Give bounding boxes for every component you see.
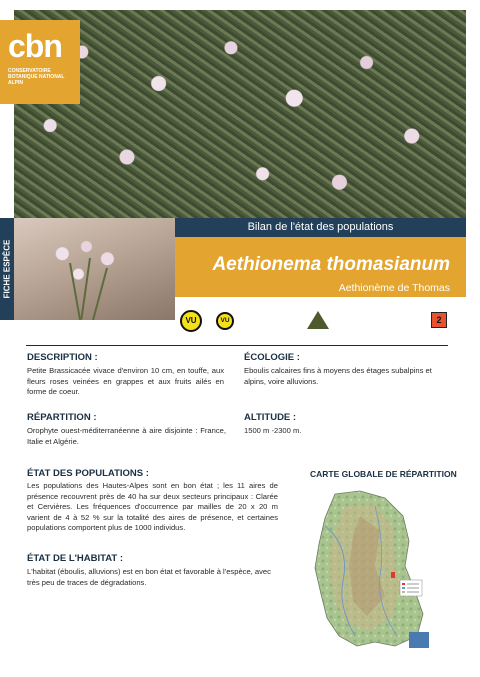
stem: [92, 268, 108, 320]
side-label: [0, 218, 14, 320]
cbn-logo: [0, 20, 80, 104]
divider: [26, 345, 448, 346]
stem: [80, 258, 91, 320]
stem: [69, 263, 81, 320]
triangle-icon: [307, 311, 329, 329]
vu-badge-small: VU: [216, 312, 234, 330]
map-title: CARTE GLOBALE DE RÉPARTITION: [310, 469, 457, 479]
repartition-text: Orophyte ouest-méditerranéenne à aire disjointe : France, Italie et Algérie.: [27, 426, 226, 446]
ecologie-text: Eboulis calcaires fins à moyens des étages subalpins et alpins, voire alluvions.: [244, 366, 432, 386]
distribution-map: [305, 486, 439, 652]
map-graphic: [305, 486, 439, 652]
hero-photo: [14, 10, 466, 220]
populations-title: ÉTAT DES POPULATIONS :: [27, 468, 149, 479]
populations-text: Les populations des Hautes-Alpes sont en bon état ; les 11 aires de présence recouvrent près de 40 ha sur deux secteurs principaux : Clarée et Cervières. Les fréquences d'occurrence par mailles de 20 x 20 m varient de 4 à 52 % sur la totalité des aires de présence, et certaines populations comportent plus de 1000 individus.: [27, 481, 278, 533]
occurrence-marker: [391, 572, 395, 578]
title-band: [175, 237, 466, 297]
number-badge: 2: [431, 312, 447, 328]
flower-thumbnail: [14, 218, 175, 320]
description-title: DESCRIPTION :: [27, 352, 98, 363]
altitude-title: ALTITUDE :: [244, 412, 297, 423]
logo-text: CONSERVATOIRE BOTANIQUE NATIONAL ALPIN: [8, 68, 65, 86]
habitat-text: L'habitat (éboulis, alluvions) est en bon état et favorable à l'espèce, avec très peu de traces de dégradations.: [27, 567, 271, 587]
band-title: Bilan de l'état des populations: [175, 218, 466, 237]
logo-mark: cbn: [8, 28, 62, 64]
habitat-title: ÉTAT DE L'HABITAT :: [27, 553, 124, 564]
ecologie-title: ÉCOLOGIE :: [244, 352, 300, 363]
repartition-title: RÉPARTITION :: [27, 412, 97, 423]
altitude-text: 1500 m -2300 m.: [244, 426, 302, 435]
description-text: Petite Brassicacée vivace d'environ 10 cm, en touffe, aux fleurs roses veinées en grappes et aux fruits ailés en forme de coeur.: [27, 366, 224, 397]
side-label-text: FICHE ESPÈCE: [2, 239, 12, 299]
scientific-name: Aethionema thomasianum: [212, 254, 450, 275]
vu-badge: VU: [180, 310, 202, 332]
inset-logo: [409, 632, 429, 648]
common-name: Aethionème de Thomas: [338, 282, 450, 294]
